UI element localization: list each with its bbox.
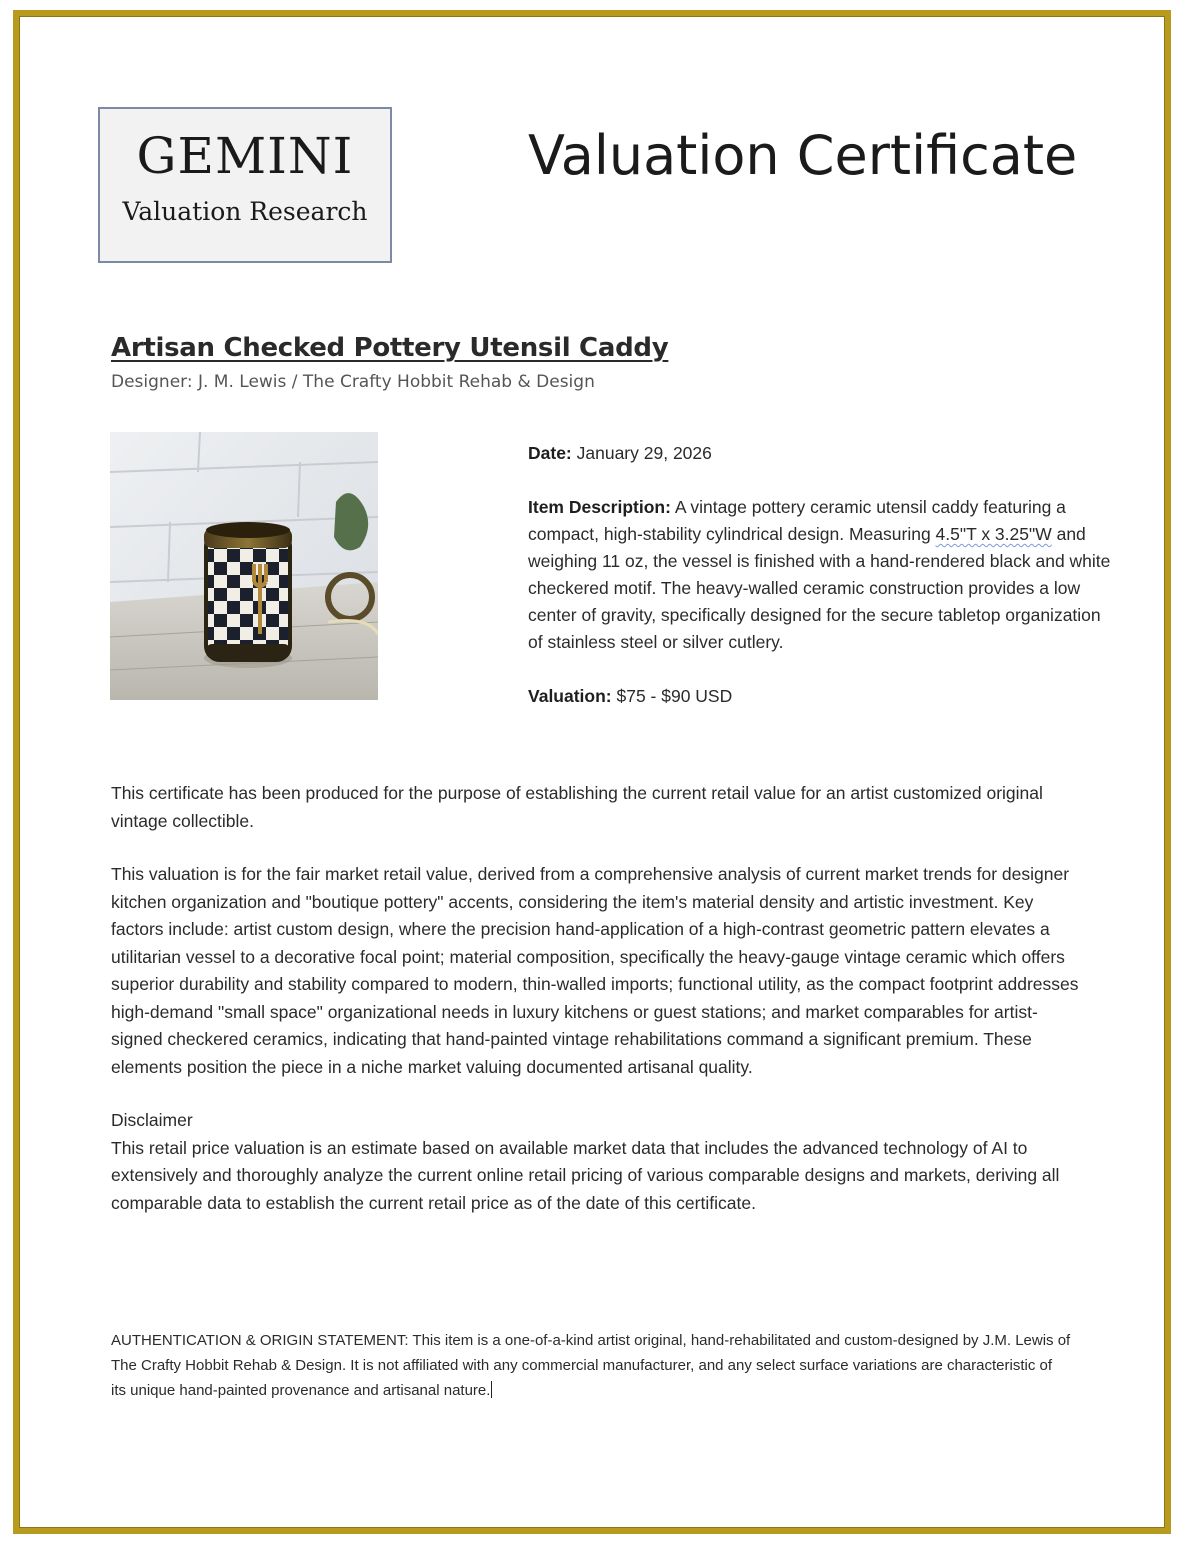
certificate-body [111,780,1081,1243]
description-label: Item Description: [528,497,671,517]
date-value: January 29, 2026 [571,443,712,463]
item-title: Artisan Checked Pottery Utensil Caddy [111,333,669,363]
purpose-paragraph: This certificate has been produced for the purpose of establishing the current retail value for an artist customized original vintage collectible. [111,783,1043,831]
designer-credit: Designer: J. M. Lewis / The Crafty Hobbit Rehab & Design [111,372,595,392]
disclaimer-heading: Disclaimer [111,1110,193,1130]
logo-wordmark: GEMINI [136,127,354,185]
analysis-paragraph: This valuation is for the fair market retail value, derived from a comprehensive analysis of current market trends for designer kitchen organization and "boutique pottery" accents, considering the item's material density and artistic investment. Key factors include: artist custom design, where the precision hand-application of a high-contrast geometric pattern elevates a utilitarian vessel to a decorative focal point; material composition, specifically the heavy-gauge vintage ceramic which offers superior durability and stability compared to modern, thin-walled imports; functional utility, as the compact footprint addresses high-demand "small space" organizational needs in luxury kitchens or guest stations; and market comparables for artist-signed checkered ceramics, indicating that hand-painted vintage rehabilitations command a significant premium. These elements position the piece in a niche market valuing documented artisanal quality. [111,864,1079,1077]
utensil-caddy-photo [110,432,378,700]
date-label: Date: [528,443,572,463]
disclaimer-paragraph: This retail price valuation is an estimate based on available market data that includes the advanced technology of AI to extensively and thoroughly analyze the current online retail pricing of various comparable designs and markets, deriving all comparable data to establish the current retail price as of the date of this certificate. [111,1137,1060,1213]
description-text-end: and weighing 11 oz, the vessel is finished with a hand-rendered black and white checkered motif. The heavy-walled ceramic construction provides a low center of gravity, specifically designed for the secure tabletop organization of stainless steel or silver cutlery. [528,524,1111,652]
description-dimensions: 4.5"T x 3.25"W [935,524,1052,544]
text-cursor [491,1381,492,1398]
logo-subtitle: Valuation Research [122,197,368,226]
document-title: Valuation Certificate [528,124,1078,187]
description-text-start: A vintage pottery ceramic utensil caddy featuring a compact, high-stability cylindrical design. Measuring [528,497,1066,544]
date-line [528,440,1113,467]
item-description [528,494,1113,656]
gemini-logo [98,107,392,263]
item-photo [110,432,378,700]
authentication-statement [111,1328,1071,1403]
authentication-text: AUTHENTICATION & ORIGIN STATEMENT: This item is a one-of-a-kind artist original, hand-rehabilitated and custom-designed by J.M. Lewis of The Crafty Hobbit Rehab & Design. It is not affiliated with any commercial manufacturer, and any select surface variations are characteristic of its unique hand-painted provenance and artisanal nature. [111,1332,1071,1399]
valuation-label: Valuation: [528,686,612,706]
valuation-value: $75 - $90 USD [611,686,733,706]
item-details [528,440,1113,737]
valuation-line [528,683,1113,710]
